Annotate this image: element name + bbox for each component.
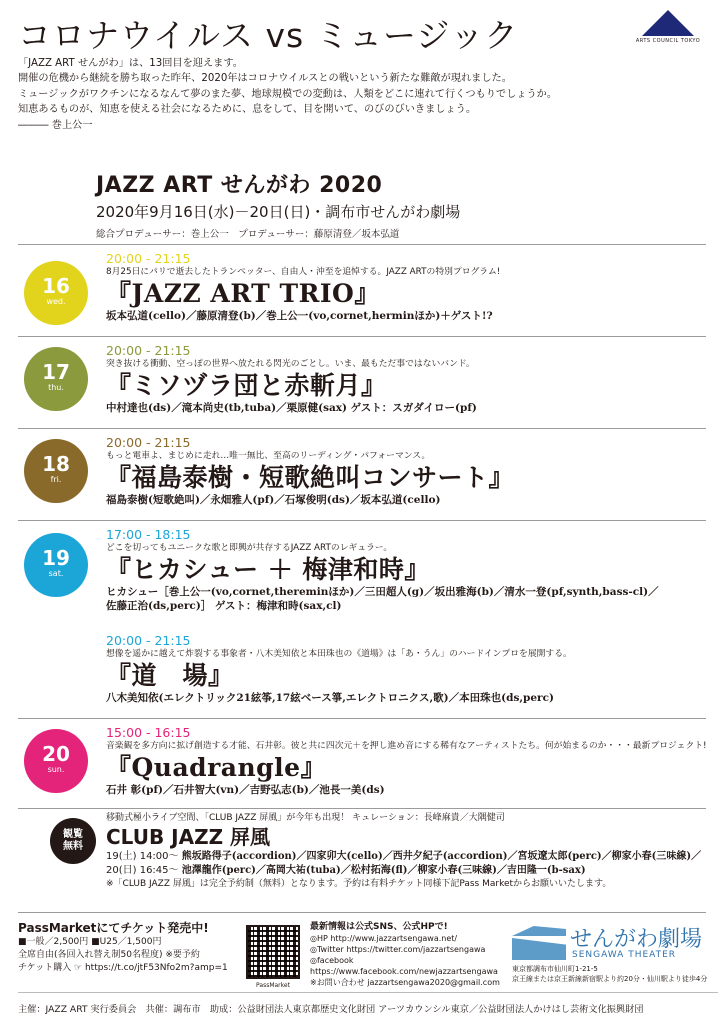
- day-section-17: [18, 336, 706, 428]
- day-section-18: [18, 428, 706, 520]
- festival-header: [96, 168, 616, 240]
- badge-line: 無料: [63, 841, 83, 852]
- event-title: 『Quadrangle』: [106, 753, 327, 782]
- event-members: ヒカシュー［巻上公一(vo,cornet,thereminほか)／三田超人(g)／坂出雅海(b)／清水一登(pf,synth,bass-cl)／: [106, 586, 659, 598]
- day-number: 16: [42, 274, 70, 298]
- event: [106, 343, 702, 415]
- event-members: 八木美知依(エレクトリック21絃筝,17絃ベース箏,エレクトロニクス,歌)／本田珠也(ds,perc): [106, 692, 554, 704]
- day-badge: [24, 729, 88, 793]
- event-time: 15:00 - 16:15: [106, 725, 191, 740]
- free-admission-badge: [50, 818, 96, 864]
- event: [106, 633, 702, 705]
- day-section-16: [18, 244, 706, 330]
- event-title: 『ミソヅラ団と赤斬月』: [106, 371, 387, 400]
- event-description: 突き抜ける衝動、空っぽの世界へ放たれる閃光のごとし。いま、最もただ事ではないバンド。: [106, 359, 475, 369]
- event-members: 中村達也(ds)／滝本尚史(tb,tuba)／栗原健(sax) ゲスト：スガダイロー(pf): [106, 402, 477, 414]
- facebook-label: ◎facebook: [310, 956, 354, 965]
- event-time: 20:00 - 21:15: [106, 251, 191, 266]
- day-number: 17: [42, 360, 70, 384]
- event: [106, 527, 702, 613]
- contact-email[interactable]: ※お問い合わせ jazzartsengawa2020@gmail.com: [310, 978, 500, 987]
- divider: [18, 808, 706, 809]
- day-number: 20: [42, 742, 70, 766]
- footer-divider: [18, 912, 706, 913]
- event-time: 20:00 - 21:15: [106, 343, 191, 358]
- badge-line: 観覧: [63, 829, 83, 840]
- ticket-heading: PassMarketにてチケット発売中!: [18, 921, 209, 935]
- intro-line: 開催の危機から継続を勝ち取った昨年、2020年はコロナウイルスとの戦いという新たな難敵が現れました。: [18, 73, 512, 85]
- intro-text: [18, 56, 708, 133]
- day-of-week: fri.: [50, 475, 62, 484]
- ticket-link[interactable]: チケット購入 ☞ https://t.co/jtF53Nfo2m?amp=1: [18, 963, 228, 973]
- theater-name-en: SENGAWA THEATER: [572, 950, 677, 960]
- club-description: 移動式極小ライブ空間、「CLUB JAZZ 屏風」が今年も出現！ キュレーション：長峰麻貴／大隅健司: [106, 813, 505, 823]
- event-time: 17:00 - 18:15: [106, 527, 191, 542]
- theater-address: [512, 964, 707, 984]
- hp-link[interactable]: ◎HP http://www.jazzartsengawa.net/: [310, 934, 458, 943]
- day-of-week: thu.: [48, 383, 64, 392]
- event-time: 20:00 - 21:15: [106, 633, 191, 648]
- twitter-link[interactable]: ◎Twitter https://twitter.com/jazzartsengawa: [310, 945, 486, 954]
- theater-name: せんがわ劇場: [570, 927, 703, 952]
- event-time: 20:00 - 21:15: [106, 435, 191, 450]
- club-schedule-time: 20(日) 16:45～: [106, 865, 179, 876]
- day-of-week: wed.: [46, 297, 66, 306]
- festival-producers: 総合プロデューサー：巻上公一 プロデューサー：藤原清登／坂本弘道: [96, 229, 400, 240]
- event: [106, 251, 702, 323]
- club-note: ※「CLUB JAZZ 屏風」は完全予約制（無料）となります。予約は有料チケット同様下記Pass Marketからお願いいたします。: [106, 879, 612, 889]
- credits: 主催：JAZZ ART 実行委員会 共催：調布市 助成：公益財団法人東京都歴史文化財団 アーツカウンシル東京／公益財団法人かけはし芸術文化振興財団: [18, 992, 718, 1015]
- qr-code-icon[interactable]: [246, 925, 300, 979]
- page-title: コロナウイルス vs ミュージック: [18, 16, 519, 55]
- ticket-info: [18, 920, 248, 975]
- intro-line: 知恵あるものが、知恵を使える社会になるために、息をして、目を開いて、のびのびいきましょう。: [18, 104, 477, 116]
- club-performers: 池澤龍作(perc)／高岡大祐(tuba)／松村拓海(fl)／柳家小春(三味線)／吉田隆一(b-sax): [181, 865, 586, 876]
- day-section-20: [18, 718, 706, 808]
- event-title: 『福島泰樹・短歌絶叫コンサート』: [106, 463, 515, 492]
- address-line: 東京都調布市仙川町1-21-5: [512, 965, 598, 973]
- ticket-seating: 全席自由(各回入れ替え制50名程度) ※要予約: [18, 950, 200, 960]
- theater-wave-icon: [512, 926, 566, 960]
- logo-text: ARTS COUNCIL TOKYO: [635, 38, 701, 44]
- event-description: どこを切ってもユニークな歌と即興が共存するJAZZ ARTのレギュラー。: [106, 543, 393, 553]
- intro-signature: ――― 巻上公一: [18, 119, 93, 131]
- club-schedule-time: 19(土) 14:00～: [106, 851, 179, 862]
- day-badge: [24, 261, 88, 325]
- club-performers: 熊坂路得子(accordion)／四家卯大(cello)／西井夕紀子(accordion)／宮坂遼太郎(perc)／柳家小春(三味線)／: [181, 851, 702, 862]
- event-title: 『ヒカシュー ＋ 梅津和時』: [106, 555, 430, 584]
- event: [106, 725, 707, 797]
- sns-info: [310, 922, 510, 988]
- event: [106, 435, 702, 507]
- event-members: 坂本弘道(cello)／藤原清登(b)／巻上公一(vo,cornet,herminほか)＋ゲスト!?: [106, 310, 493, 322]
- event-members: 石井 彰(pf)／石井智大(vn)／吉野弘志(b)／池長一美(ds): [106, 784, 385, 796]
- arts-council-logo: [628, 8, 708, 48]
- club-schedule-line: [106, 864, 706, 878]
- event-description: 音楽観を多方向に拡げ創造する才能、石井彰。彼と共に四次元＋を押し進め音にする稀有なアーティストたち。何が始まるのか・・・最新プロジェクト!: [106, 741, 707, 751]
- event-description: もっと電車よ、まじめに走れ…唯一無比、至高のリーディング・パフォーマンス。: [106, 451, 431, 461]
- club-schedule-line: [106, 850, 706, 864]
- day-badge: [24, 347, 88, 411]
- intro-line: 「JAZZ ART せんがわ」は、13回目を迎えます。: [18, 58, 243, 69]
- logo-triangle-icon: [642, 10, 694, 36]
- qr-label: PassMarket: [256, 982, 290, 989]
- day-section-19: [18, 520, 706, 718]
- event-description: 8月25日にパリで逝去したトランペッター、自由人・沖至を追悼する。JAZZ ARTの特別プログラム!: [106, 267, 501, 277]
- club-title: CLUB JAZZ 屏風: [106, 825, 271, 849]
- event-title: 『道 場』: [106, 661, 234, 690]
- facebook-link[interactable]: https://www.facebook.com/newjazzartsengawa: [310, 967, 498, 976]
- day-badge: [24, 533, 88, 597]
- event-members: 福島泰樹(短歌絶叫)／永畑雅人(pf)／石塚俊明(ds)／坂本弘道(cello): [106, 494, 441, 506]
- event-members: 佐藤正治(ds,perc)］ ゲスト：梅津和時(sax,cl): [106, 600, 342, 612]
- event-description: 想像を遥かに越えて炸裂する事象者・八木美知依と本田珠也の《道場》は「あ・うん」のハードインプロを展開する。: [106, 649, 572, 659]
- festival-title: JAZZ ART せんがわ 2020: [96, 173, 383, 198]
- day-number: 19: [42, 546, 70, 570]
- day-of-week: sun.: [47, 765, 65, 774]
- event-title: 『JAZZ ART TRIO』: [106, 279, 380, 308]
- ticket-price: ■一般／2,500円 ■U25／1,500円: [18, 937, 162, 947]
- sns-heading: 最新情報は公式SNS、公式HPで!: [310, 922, 448, 932]
- day-number: 18: [42, 452, 70, 476]
- day-of-week: sat.: [48, 569, 64, 578]
- club-jazz-section: [106, 812, 706, 891]
- festival-date: 2020年9月16日(水)－20日(日)・調布市せんがわ劇場: [96, 203, 461, 221]
- access-line: 京王線または京王新線新宿駅より約20分・仙川駅より徒歩4分: [512, 975, 708, 983]
- day-badge: [24, 439, 88, 503]
- intro-line: ミュージックがワクチンになるなんて夢のまた夢、地球規模での変動は、人類をどこに連れて行くつもりでしょうか。: [18, 88, 558, 100]
